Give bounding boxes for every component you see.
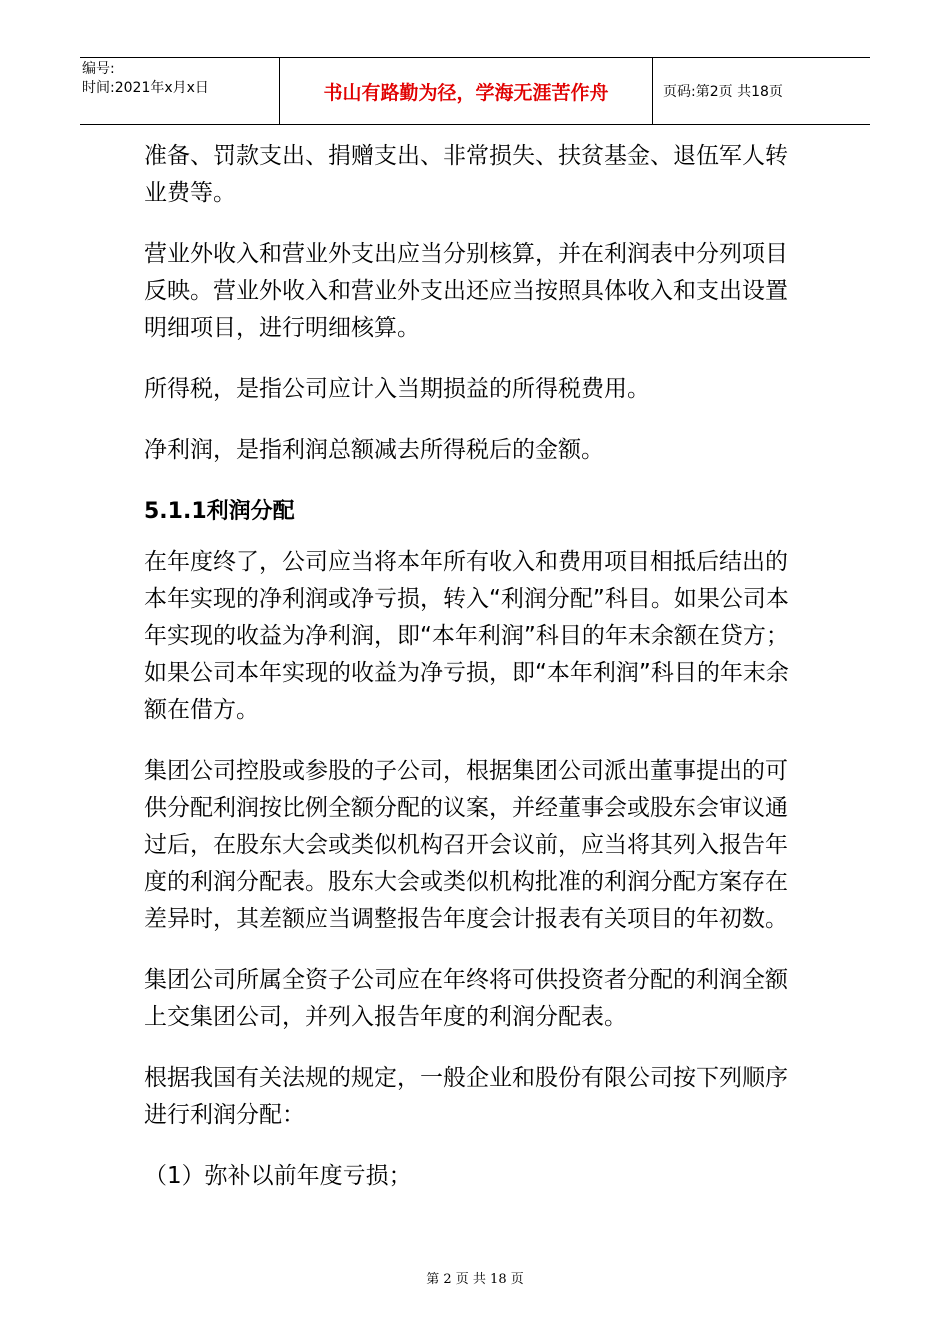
paragraph: 集团公司所属全资子公司应在年终将可供投资者分配的利润全额上交集团公司，并列入报告年度的利润分配表。 <box>144 967 788 1030</box>
paragraph: 根据我国有关法规的规定，一般企业和股份有限公司按下列顺序进行利润分配： <box>144 1065 788 1128</box>
list-item: （1）弥补以前年度亏损； <box>144 1163 412 1189</box>
page-header <box>80 57 870 125</box>
paragraph: 净利润，是指利润总额减去所得税后的金额。 <box>144 437 604 463</box>
paragraph: 准备、罚款支出、捐赠支出、非常损失、扶贫基金、退伍军人转业费等。 <box>144 143 788 206</box>
paragraph: 营业外收入和营业外支出应当分别核算，并在利润表中分列项目反映。营业外收入和营业外支出还应当按照具体收入和支出设置明细项目，进行明细核算。 <box>144 241 788 341</box>
document-body <box>144 138 804 1219</box>
section-heading: 5.1.1利润分配 <box>144 499 295 524</box>
document-number: 编号: <box>82 61 115 77</box>
document-date: 时间:2021年x月x日 <box>82 80 209 96</box>
header-motto: 书山有路勤为径，学海无涯苦作舟 <box>280 58 653 124</box>
paragraph: 所得税，是指公司应计入当期损益的所得税费用。 <box>144 376 650 402</box>
paragraph: 集团公司控股或参股的子公司，根据集团公司派出董事提出的可供分配利润按比例全额分配的议案，并经董事会或股东会审议通过后，在股东大会或类似机构召开会议前，应当将其列入报告年度的利润分配表。股东大会或类似机构批准的利润分配方案存在差异时，其差额应当调整报告年度会计报表有关项目的年初数。 <box>144 758 788 932</box>
header-page-info: 页码:第2页 共18页 <box>663 84 783 100</box>
paragraph: 在年度终了，公司应当将本年所有收入和费用项目相抵后结出的本年实现的净利润或净亏损，转入“利润分配”科目。如果公司本年实现的收益为净利润，即“本年利润”科目的年末余额在贷方；如果公司本年实现的收益为净亏损，即“本年利润”科目的年末余额在借方。 <box>144 549 789 723</box>
header-meta <box>80 58 280 124</box>
page-footer: 第 2 页 共 18 页 <box>426 1272 524 1287</box>
